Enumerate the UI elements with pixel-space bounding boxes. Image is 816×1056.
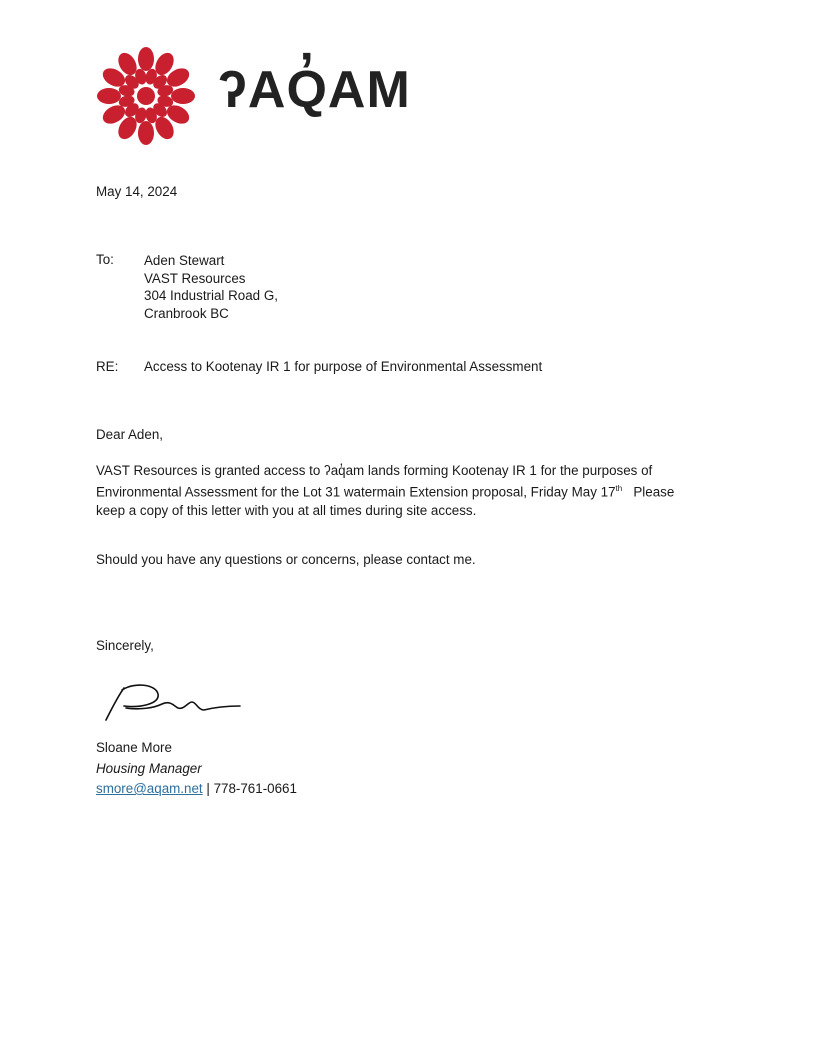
subject-line: Access to Kootenay IR 1 for purpose of Environmental Assessment <box>144 359 543 374</box>
ordinal-suffix: th <box>615 484 623 494</box>
handwritten-signature <box>100 678 245 726</box>
signer-title: Housing Manager <box>96 761 202 776</box>
signer-name: Sloane More <box>96 740 172 755</box>
contact-separator: | <box>202 781 214 796</box>
recipient-company: VAST Resources <box>144 270 246 286</box>
letter-date: May 14, 2024 <box>96 184 178 199</box>
signer-contact <box>96 781 297 796</box>
body-paragraph <box>96 462 736 520</box>
re-label: RE: <box>96 359 119 374</box>
recipient-street: 304 Industrial Road G, <box>144 288 278 303</box>
to-label: To: <box>96 252 114 267</box>
contact-paragraph: Should you have any questions or concerns, please contact me. <box>96 552 476 567</box>
body-line: VAST Resources is granted access to ʔaq̓am lands forming Kootenay IR 1 for the purposes of <box>96 463 653 478</box>
email-link[interactable]: smore@aqam.net <box>96 781 203 796</box>
logo-wordmark: ʔAQ̓AM <box>218 61 411 119</box>
body-line-text: Please <box>622 484 675 500</box>
greeting: Dear Aden, <box>96 427 163 442</box>
phone-number: 778-761-0661 <box>213 781 297 796</box>
body-line-text: Environmental Assessment for the Lot 31 watermain Extension proposal, Friday May 17 <box>96 484 616 500</box>
recipient-city: Cranbrook BC <box>144 305 229 321</box>
body-line <box>96 480 736 502</box>
recipient-name: Aden Stewart <box>144 253 225 268</box>
closing: Sincerely, <box>96 638 154 653</box>
aqam-logo-icon <box>96 46 196 146</box>
recipient-address <box>144 252 278 322</box>
body-line: keep a copy of this letter with you at all times during site access. <box>96 502 477 518</box>
